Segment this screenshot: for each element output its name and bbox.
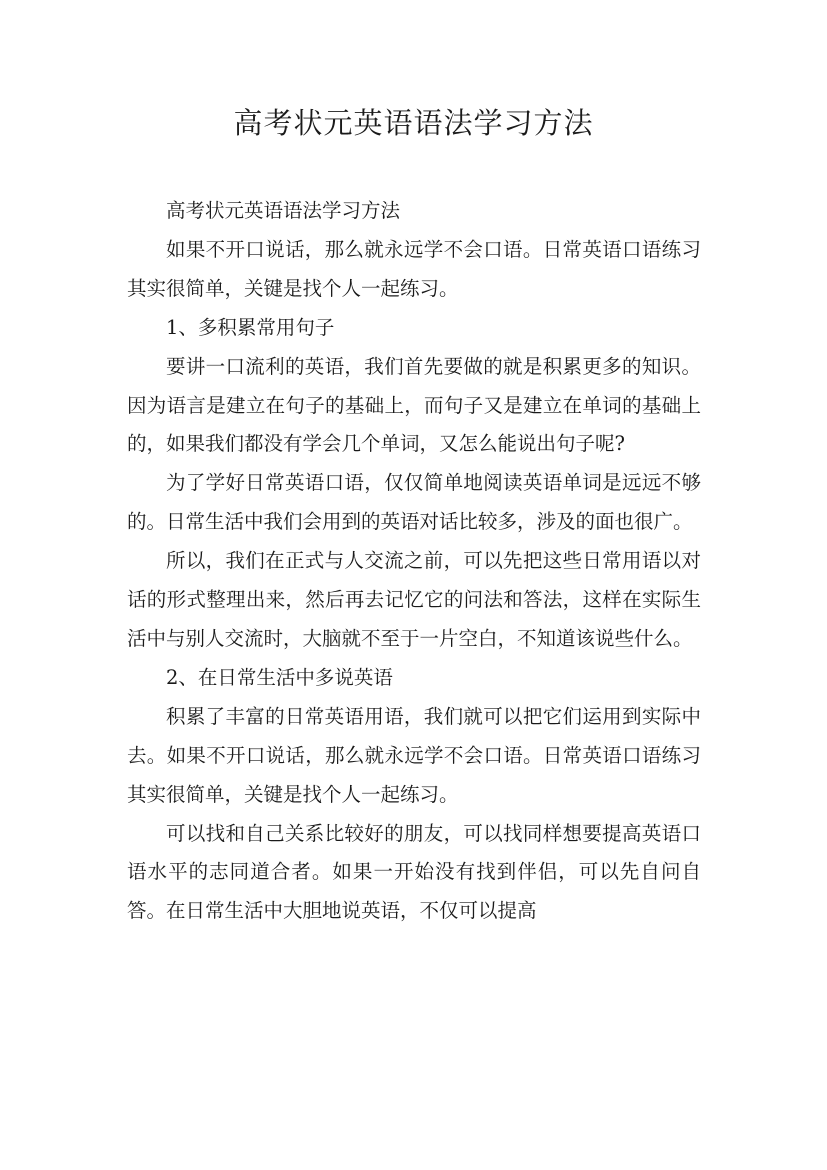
document-title: 高考状元英语语法学习方法 [233, 106, 594, 140]
paragraph: 为了学好日常英语口语，仅仅简单地阅读英语单词是远远不够的。日常生活中我们会用到的英语对话比较多，涉及的面也很广。 [127, 471, 701, 534]
paragraph: 可以找和自己关系比较好的朋友，可以找同样想要提高英语口语水平的志同道合者。如果一开始没有找到伴侣，可以先自问自答。在日常生活中大胆地说英语，不仅可以提高 [127, 821, 701, 923]
paragraph: 积累了丰富的日常英语用语，我们就可以把它们运用到实际中去。如果不开口说话，那么就永远学不会口语。日常英语口语练习其实很简单，关键是找个人一起练习。 [127, 704, 701, 806]
section-heading-1: 1、多积累常用句子 [166, 315, 335, 339]
document-body [127, 192, 701, 931]
paragraph-subtitle: 高考状元英语语法学习方法 [166, 199, 401, 222]
paragraph: 要讲一口流利的英语，我们首先要做的就是积累更多的知识。因为语言是建立在句子的基础上，而句子又是建立在单词的基础上的，如果我们都没有学会几个单词，又怎么能说出句子呢? [127, 354, 701, 456]
paragraph-intro: 如果不开口说话，那么就永远学不会口语。日常英语口语练习其实很简单，关键是找个人一起练习。 [127, 237, 701, 300]
paragraph: 所以，我们在正式与人交流之前，可以先把这些日常用语以对话的形式整理出来，然后再去记忆它的问法和答法，这样在实际生活中与别人交流时，大脑就不至于一片空白，不知道该说些什么。 [127, 549, 701, 650]
section-heading-2: 2、在日常生活中多说英语 [166, 665, 393, 689]
